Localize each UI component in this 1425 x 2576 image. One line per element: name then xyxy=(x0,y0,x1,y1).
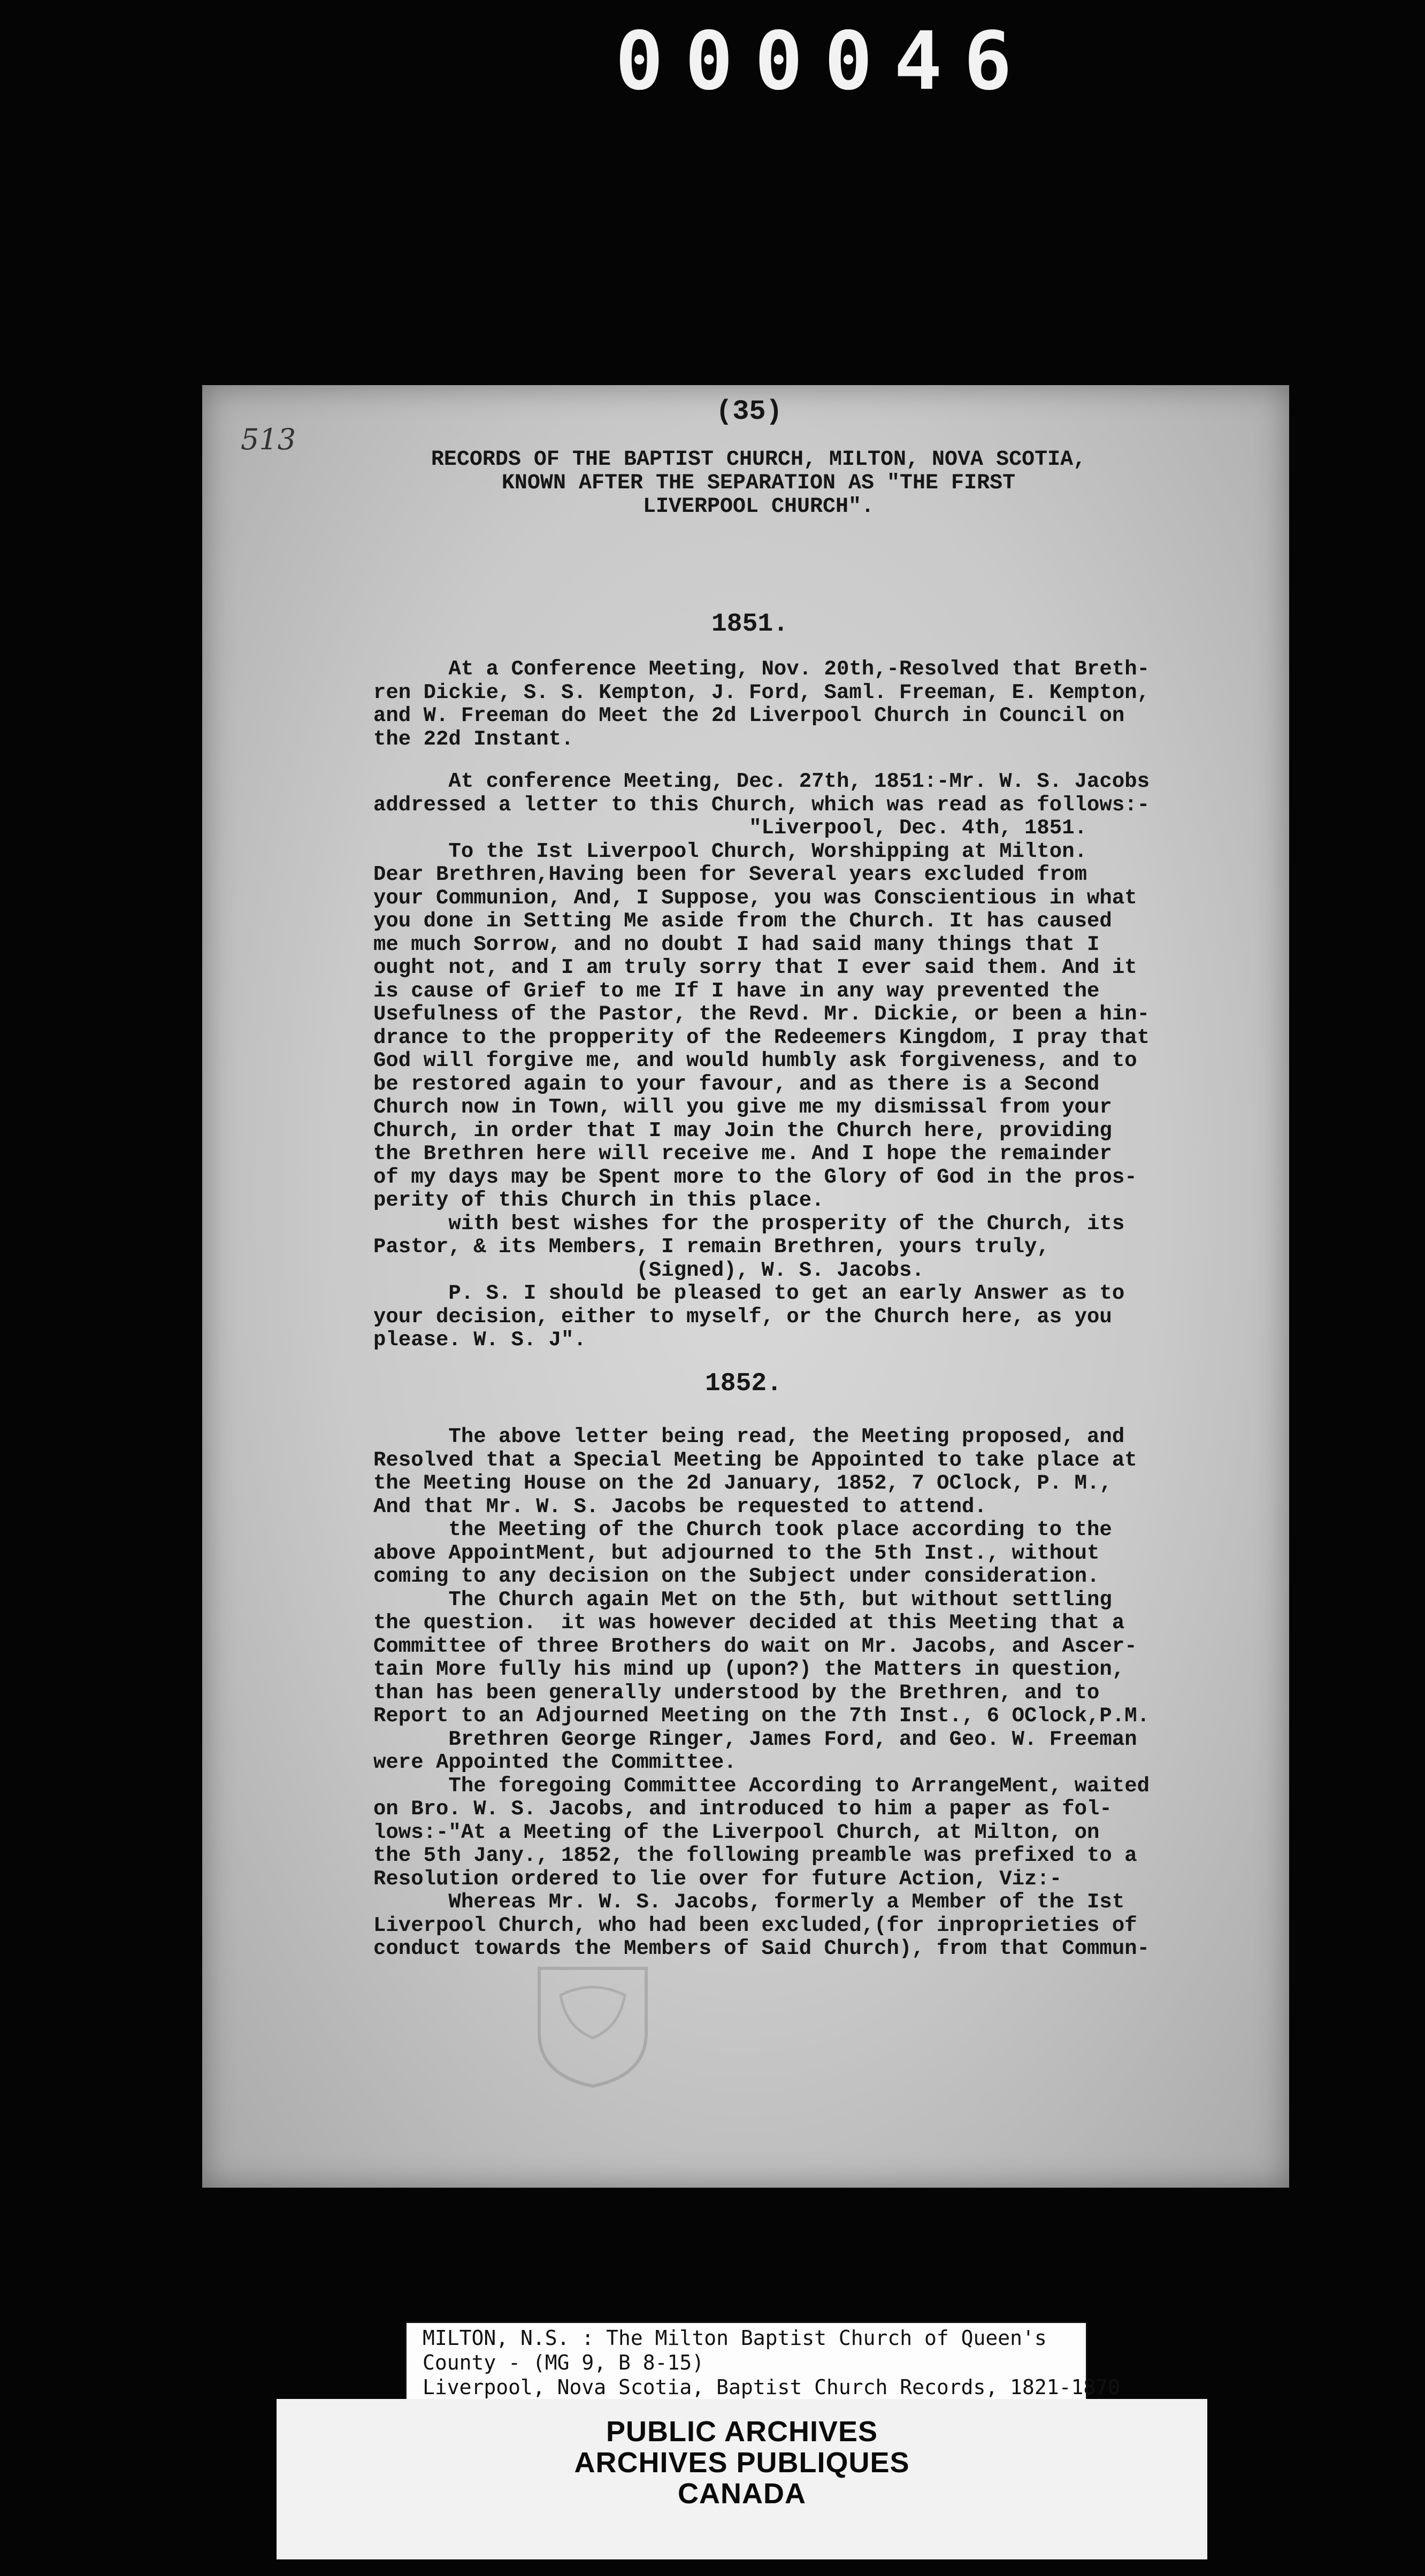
archive-label-card xyxy=(405,2321,1121,2405)
microfilm-frame-number: 000046 xyxy=(615,15,1033,108)
paragraph-jacobs-letter: At conference Meeting, Dec. 27th, 1851:-Mr. W. S. Jacobs addressed a letter to this Church, which was read as follows:- "Liverpool, Dec. 4th, 1851. To the Ist Liverpool Church, Worshipping at Milton. Dear Brethren,Having been for Several years excluded from your Communion, And, I Suppose, you was Conscientious in what you done in Setting Me aside from the Church. It has caused me much Sorrow, and no doubt I had said many things that I ought not, and I am truly sorry that I ever said them. And it is cause of Grief to me If I have in any way prevented the Usefulness of the Pastor, the Revd. Mr. Dickie, or been a hin- drance to the propperity of the Redeemers Kingdom, I pray that God will forgive me, and would humbly ask forgiveness, and to be restored again to your favour, and as there is a Second Church now in Town, will you give me my dismissal from your Church, in order that I may Join the Church here, providing the Brethren here will receive me. And I hope the remainder of my days may be Spent more to the Glory of God in the pros- perity of this Church in this place. with best wishes for the prosperity of the Church, its Pastor, & its Members, I remain Brethren, yours truly, (Signed), W. S. Jacobs. P. S. I should be pleased to get an early Answer as to your decision, either to myself, or the Church here, as you please. W. S. J". xyxy=(373,770,1150,1352)
stamp-line: PUBLIC ARCHIVES xyxy=(606,2416,878,2448)
label-line: MILTON, N.S. : The Milton Baptist Church of Queen's xyxy=(423,2326,1047,2350)
stamp-line: ARCHIVES PUBLIQUES xyxy=(574,2447,910,2479)
document-page xyxy=(202,385,1289,2188)
label-line: Liverpool, Nova Scotia, Baptist Church Records, 1821-1870 xyxy=(423,2375,1121,2399)
document-title: RECORDS OF THE BAPTIST CHURCH, MILTON, NOVA SCOTIA, KNOWN AFTER THE SEPARATION AS "THE FIRST LIVERPOOL CHURCH". xyxy=(431,448,1086,519)
page-number: (35) xyxy=(716,396,783,427)
margin-note: 513 xyxy=(241,423,296,456)
stamp-line: CANADA xyxy=(678,2478,806,2510)
year-heading-1851: 1851. xyxy=(711,610,789,639)
year-heading-1852: 1852. xyxy=(705,1369,783,1398)
archive-stamp xyxy=(277,2399,1207,2559)
paragraph-conference-nov: At a Conference Meeting, Nov. 20th,-Resolved that Breth- ren Dickie, S. S. Kempton, J. Ford, Saml. Freeman, E. Kempton, and W. Freeman do Meet the 2d Liverpool Church in Council on the 22d Instant. xyxy=(373,657,1150,751)
paragraph-meeting-1852: The above letter being read, the Meeting proposed, and Resolved that a Special Meeting be Appointed to take place at the Meeting House on the 2d January, 1852, 7 OClock, P. M., And that Mr. W. S. Jacobs be requested to attend. the Meeting of the Church took place according to the above AppointMent, but adjourned to the 5th Inst., without coming to any decision on the Subject under consideration. The Church again Met on the 5th, but without settling the question. it was however decided at this Meeting that a Committee of three Brothers do wait on Mr. Jacobs, and Ascer- tain More fully his mind up (upon?) the Matters in question, than has been generally understood by the Brethren, and to Report to an Adjourned Meeting on the 7th Inst., 6 OClock,P.M. Brethren George Ringer, James Ford, and Geo. W. Freeman were Appointed the Committee. The foregoing Committee According to ArrangeMent, waited on Bro. W. S. Jacobs, and introduced to him a paper as fol- lows:-"At a Meeting of the Liverpool Church, at Milton, on the 5th Jany., 1852, the following preamble was prefixed to a Resolution ordered to lie over for future Action, Viz:- Whereas Mr. W. S. Jacobs, formerly a Member of the Ist Liverpool Church, who had been excluded,(for inproprieties of conduct towards the Members of Said Church), from that Commun- xyxy=(373,1425,1150,1960)
label-line: County - (MG 9, B 8-15) xyxy=(423,2351,704,2374)
seal-emboss xyxy=(523,1952,662,2091)
